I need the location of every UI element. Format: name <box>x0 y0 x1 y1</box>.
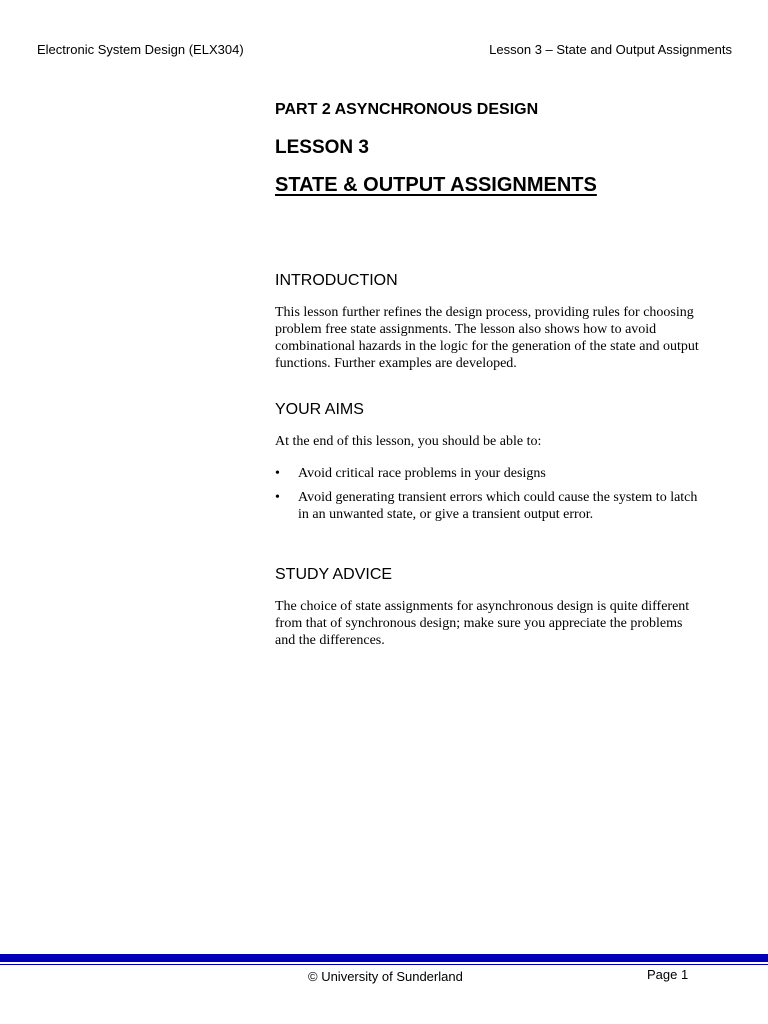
introduction-heading: INTRODUCTION <box>275 272 398 289</box>
bullet-icon: • <box>275 466 280 481</box>
footer-rule-thin <box>0 964 768 965</box>
running-header-lesson: Lesson 3 – State and Output Assignments <box>489 42 732 57</box>
study-advice-text: The choice of state assignments for asynchronous design is quite different from that of synchronous design; make sure you appreciate the problems and the differences. <box>275 599 690 648</box>
list-item <box>275 465 705 482</box>
lesson-title: LESSON 3 <box>275 137 369 158</box>
aims-heading: YOUR AIMS <box>275 401 364 418</box>
aims-item-text: Avoid generating transient errors which could cause the system to latch in an unwanted state, or give a transient output error. <box>298 490 698 522</box>
page-number: Page 1 <box>647 967 689 982</box>
aims-list <box>275 465 705 523</box>
page-content <box>275 100 705 649</box>
list-item <box>275 489 705 523</box>
footer-copyright: © University of Sunderland <box>308 969 463 984</box>
aims-item-text: Avoid critical race problems in your designs <box>298 466 546 481</box>
page-title: STATE & OUTPUT ASSIGNMENTS <box>275 174 597 196</box>
part-title: PART 2 ASYNCHRONOUS DESIGN <box>275 101 539 118</box>
bullet-icon: • <box>275 490 280 505</box>
aims-intro-text: At the end of this lesson, you should be able to: <box>275 434 542 449</box>
footer-rule-thick <box>0 954 768 962</box>
running-header-course: Electronic System Design (ELX304) <box>37 42 244 57</box>
study-advice-heading: STUDY ADVICE <box>275 566 393 583</box>
introduction-text: This lesson further refines the design process, providing rules for choosing problem free state assignments. The lesson also shows how to avoid combinational hazards in the logic for the generation of the state and output functions. Further examples are developed. <box>275 305 699 371</box>
